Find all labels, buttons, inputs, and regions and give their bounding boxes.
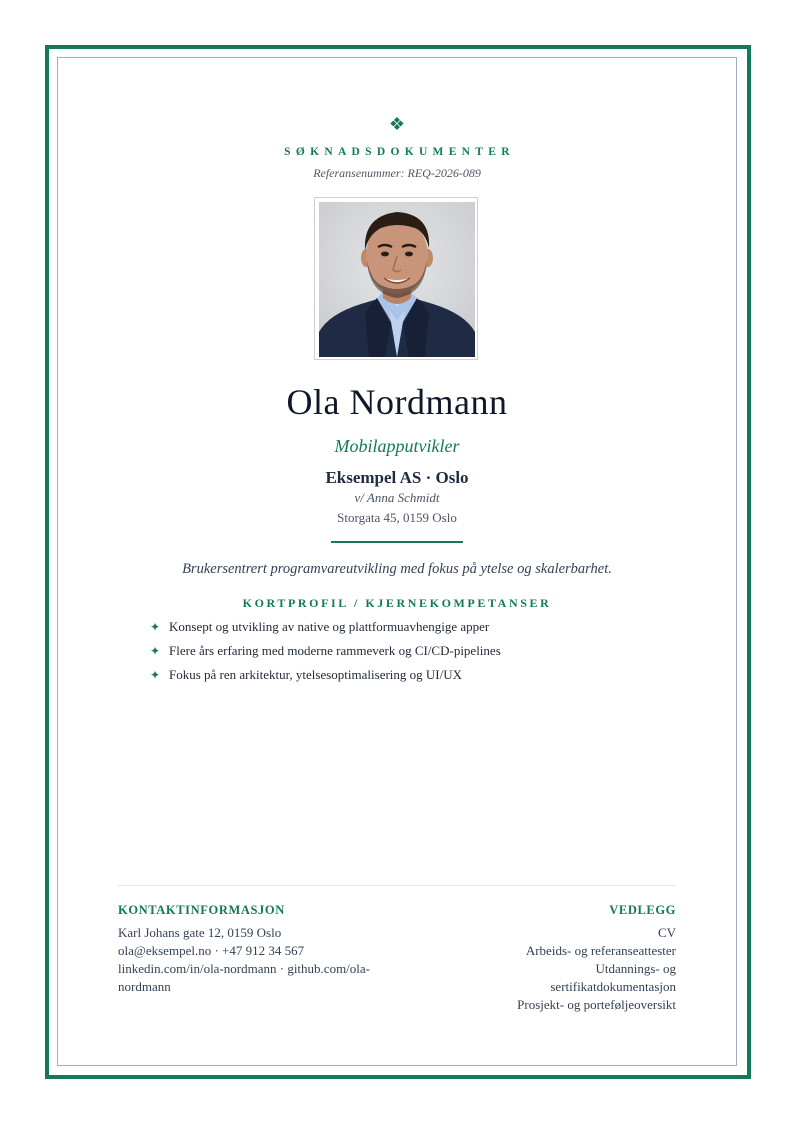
contact-email-phone: ola@eksempel.no · +47 912 34 567 (118, 943, 305, 958)
star-bullet-icon: ✦ (150, 644, 161, 658)
tagline: Brukersentrert programvareutvikling med fokus på ytelse og skalerbarhet. (182, 561, 612, 577)
contact-address: Karl Johans gate 12, 0159 Oslo (118, 925, 282, 940)
skill-text: Fokus på ren arkitektur, ytelsesoptimalisering og UI/UX (169, 667, 463, 682)
skill-item (150, 667, 501, 691)
ornament-diamond-icon: ❖ (388, 114, 406, 134)
document-label: SØKNADSDOKUMENTER (284, 146, 515, 158)
attachment-item: Utdannings- og (595, 961, 676, 976)
attachment-item: Prosjekt- og porteføljeoversikt (517, 997, 676, 1012)
skill-item (150, 643, 501, 667)
attachment-item: sertifikatdokumentasjon (550, 979, 676, 994)
profile-photo-frame (314, 197, 478, 360)
profile-photo (319, 202, 475, 357)
star-bullet-icon: ✦ (150, 668, 161, 682)
skill-item (150, 619, 501, 643)
profile-section-title: KORTPROFIL / KJERNEKOMPETANSER (242, 596, 552, 610)
recipient-address: Storgata 45, 0159 Oslo (337, 510, 457, 525)
contact-links-continued: nordmann (118, 979, 171, 994)
skills-list (150, 619, 501, 691)
applicant-name: Ola Nordmann (286, 382, 508, 422)
attachment-item: Arbeids- og referanseattester (525, 943, 676, 958)
applicant-role: Mobilapputvikler (334, 436, 460, 456)
attachment-item: CV (657, 925, 676, 940)
skill-text: Flere års erfaring med moderne rammeverk og CI/CD-pipelines (169, 643, 501, 658)
star-bullet-icon: ✦ (150, 620, 161, 634)
skill-text: Konsept og utvikling av native og plattformuavhengige apper (169, 619, 490, 634)
attachments-block (486, 902, 676, 1014)
contact-links: linkedin.com/in/ola-nordmann · github.com/ola- (118, 961, 371, 976)
recipient-attention: v/ Anna Schmidt (354, 490, 440, 505)
footer-divider (118, 885, 676, 886)
contact-title: KONTAKTINFORMASJON (118, 903, 285, 917)
attachments-title: VEDLEGG (609, 903, 676, 917)
contact-block (118, 902, 408, 996)
recipient-company: Eksempel AS · Oslo (325, 468, 469, 487)
header-divider (331, 541, 463, 543)
reference-number: Referansenummer: REQ-2026-089 (313, 166, 481, 180)
